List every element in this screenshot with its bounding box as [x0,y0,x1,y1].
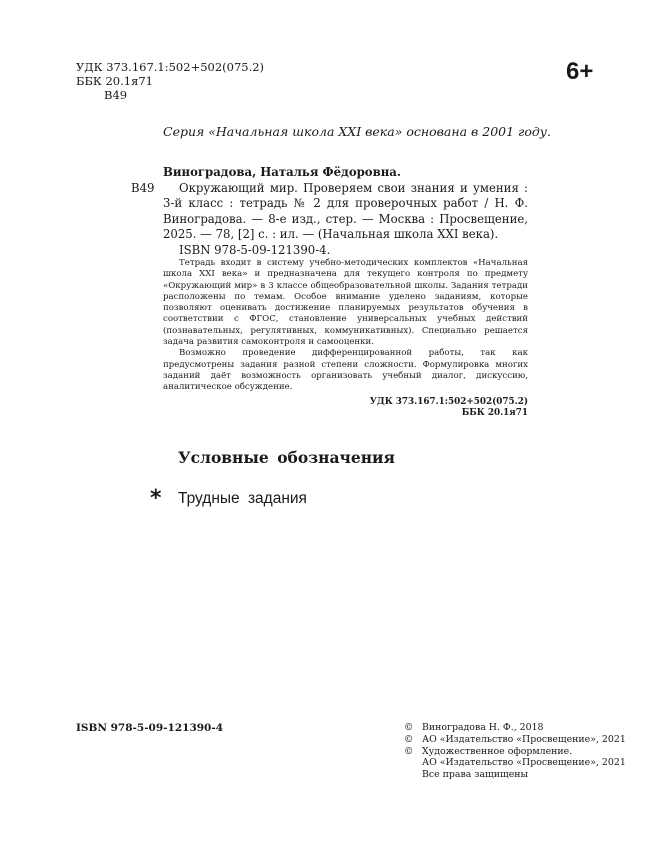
copyright-text: Виноградова Н. Ф., 2018 [422,722,544,733]
copyright-block [404,722,644,781]
catalog-annotation [163,258,528,394]
copyright-icon: © [404,745,414,757]
age-rating: 6+ [566,58,594,85]
catalog-code: В49 [131,180,155,195]
copyright-line [404,722,644,734]
legend-item [150,485,528,511]
header-classification [76,60,264,102]
header-code: В49 [104,88,128,102]
copyright-icon: © [404,722,414,733]
annotation-paragraph: Тетрадь входит в систему учебно-методических комплектов «Начальная школа XXI века» и предназначена для текущего контроля по предмету «Окружающий мир» в 3 классе общеобразовательной школы. Задания тетради расположены по темам. Особое внимание уделено заданиям, которые позволяют оценивать достижение планируемых результатов обучения в соответствии с ФГОС, становление универсальных учебных действий (познавательных, регулятивных, коммуникативных). Специально решается задача развития самоконтроля и самооценки. [163,258,528,348]
copyright-text: АО «Издательство «Просвещение», 2021 [422,757,626,769]
copyright-text: Художественное оформление. [422,745,573,757]
copyright-text: АО «Издательство «Просвещение», 2021 [422,733,626,745]
catalog-isbn: ISBN 978-5-09-121390-4. [179,242,331,257]
catalog-udk: УДК 373.167.1:502+502(075.2) [369,396,528,407]
catalog-description: Окружающий мир. Проверяем свои знания и умения : 3-й класс : тетрадь № 2 для проверочных работ / Н. Ф. Виноградова. — 8-е изд., стер. — Москва : Просвещение, 2025. — 78, [2] с. : ил. — (Начальная школа XXI века). [163,180,528,241]
annotation-paragraph: Возможно проведение дифференцированной работы, так как предусмотрены задания разной степени сложности. Формулировка многих заданий даёт возможность организовать учебный диалог, дискуссию, аналитическое обсуждение. [163,348,528,393]
copyright-line [404,769,644,781]
series-note: Серия «Начальная школа XXI века» основана в 2001 году. [163,124,552,139]
catalog-author: Виноградова, Наталья Фёдоровна. [163,165,401,179]
copyright-line [404,734,644,746]
catalog-bbk: ББК 20.1я71 [461,408,528,419]
header-bbk: ББК 20.1я71 [76,74,153,88]
footer-isbn: ISBN 978-5-09-121390-4 [76,722,224,734]
copyright-line [404,746,644,758]
copyright-icon: © [404,733,414,745]
catalog-card [131,165,528,511]
asterisk-icon: * [150,485,162,511]
header-udk: УДК 373.167.1:502+502(075.2) [76,60,265,74]
rights-reserved: Все права защищены [422,769,528,781]
copyright-line [404,757,644,769]
legend-title: Условные обозначения [178,447,395,467]
legend-item-label: Трудные задания [178,489,307,507]
legend [150,447,528,511]
catalog-index [163,397,528,420]
